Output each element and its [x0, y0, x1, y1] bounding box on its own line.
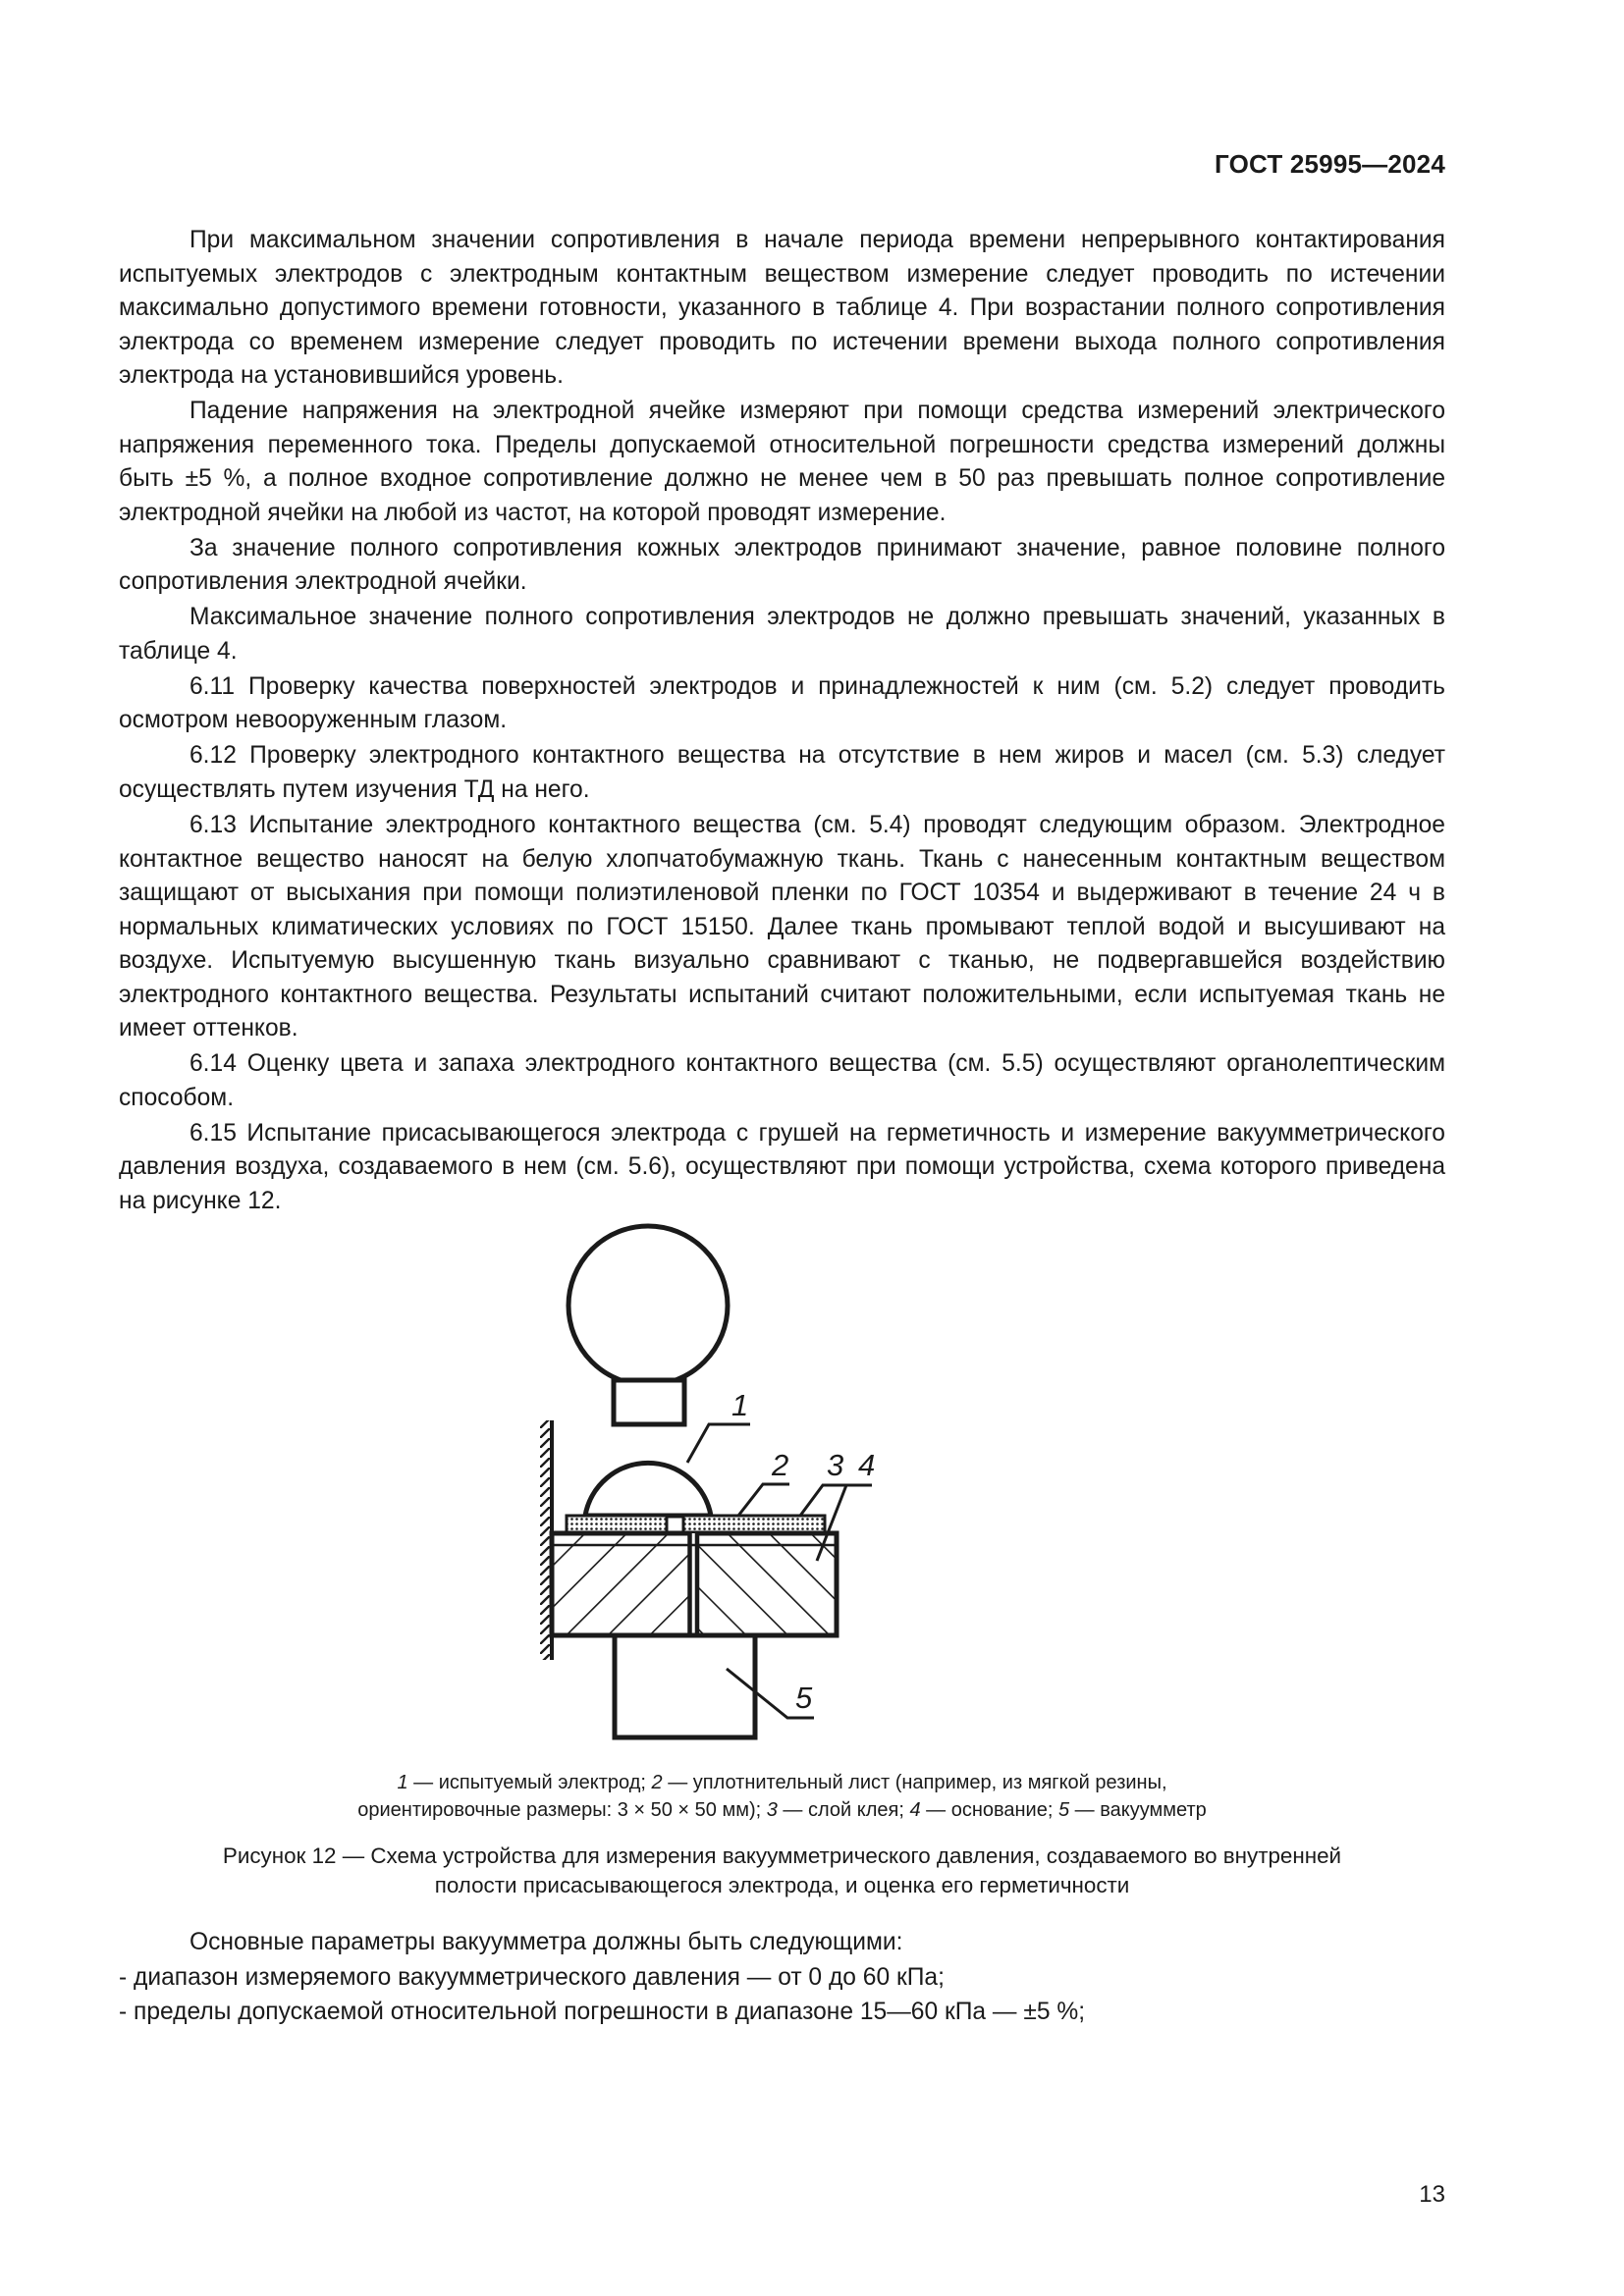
- legend-number: 4: [909, 1799, 921, 1821]
- legend-text: — испытуемый электрод;: [407, 1772, 652, 1793]
- paragraph: 6.15 Испытание присасывающегося электрода с грушей на герметичность и измерение вакуумметрического давления воздуха, создаваемого в нем (см. 5.6), осуществляют при помощи устройства, схема которого приведена на рисунке 12.: [119, 1119, 1445, 1214]
- figure-12-diagram: [530, 1212, 1041, 1750]
- list-item: - диапазон измеряемого вакуумметрического давления — от 0 до 60 кПа;: [119, 1963, 945, 1991]
- page-number: 13: [1419, 2181, 1445, 2208]
- caption-line: Рисунок 12 — Схема устройства для измерения вакуумметрического давления, создаваемого во внутренней: [222, 1843, 1342, 1868]
- callout-2: 2: [772, 1448, 789, 1482]
- legend-text: ориентировочные размеры: 3 × 50 × 50 мм);: [357, 1799, 767, 1821]
- legend-number: 2: [651, 1772, 663, 1793]
- electrode-dome: [585, 1463, 711, 1516]
- paragraph: 6.12 Проверку электродного контактного вещества на отсутствие в нем жиров и масел (см. 5.3) следует осуществлять путем изучения ТД на него.: [119, 742, 1445, 803]
- caption-line: полости присасывающегося электрода, и оценка его герметичности: [434, 1873, 1130, 1897]
- suction-bulb: [568, 1226, 728, 1424]
- legend-line: [119, 1796, 1445, 1824]
- document-header: ГОСТ 25995—2024: [1215, 149, 1445, 179]
- paragraph: Падение напряжения на электродной ячейке измеряют при помощи средства измерений электрического напряжения переменного тока. Пределы допускаемой относительной погрешности средства измерений должны быть ±5 %, а полное входное сопротивление должно не менее чем в 50 раз превышать полное сопротивление электродной ячейки на любой из частот, на которой проводят измерение.: [119, 398, 1445, 526]
- body-text: [119, 224, 1445, 1220]
- base-block: [552, 1533, 837, 1635]
- callout-3: 3: [827, 1448, 844, 1482]
- paragraph: 6.11 Проверку качества поверхностей электродов и принадлежностей к ним (см. 5.2) следует проводить осмотром невооруженным глазом.: [119, 672, 1445, 734]
- parameters-intro: Основные параметры вакуумметра должны быть следующими:: [189, 1929, 903, 1955]
- vacuum-meter: [615, 1635, 755, 1737]
- legend-text: — основание;: [920, 1799, 1058, 1821]
- legend-line: [119, 1769, 1445, 1796]
- paragraph: Максимальное значение полного сопротивления электродов не должно превышать значений, указанных в таблице 4.: [119, 604, 1445, 665]
- callout-5: 5: [795, 1681, 813, 1715]
- legend-number: 1: [397, 1772, 408, 1793]
- callout-4: 4: [858, 1448, 876, 1482]
- callout-1: 1: [731, 1388, 749, 1422]
- sealing-sheet: [567, 1516, 667, 1533]
- legend-text: — слой клея;: [777, 1799, 910, 1821]
- paragraph: При максимальном значении сопротивления в начале периода времени непрерывного контактирования испытуемых электродов с электродным контактным веществом измерение следует проводить по истечении максимально допустимого времени готовности, указанного в таблице 4. При возрастании полного сопротивления электрода со временем измерение следует проводить по истечении времени выхода полного сопротивления электрода на установившийся уровень.: [119, 227, 1445, 389]
- paragraph: 6.13 Испытание электродного контактного вещества (см. 5.4) проводят следующим образом. Электродное контактное вещество наносят на белую хлопчатобумажную ткань. Ткань с нанесенным контактным веществом защищают от высыхания при помощи полиэтиленовой пленки по ГОСТ 10354 и выдерживают в течение 24 ч в нормальных климатических условиях по ГОСТ 15150. Далее ткань промывают теплой водой и высушивают на воздухе. Испытуемую высушенную ткань визуально сравнивают с тканью, не подвергавшейся воздействию электродного контактного вещества. Результаты испытаний считают положительными, если испытуемая ткань не имеет оттенков.: [119, 812, 1445, 1042]
- legend-text: — уплотнительный лист (например, из мягкой резины,: [662, 1772, 1167, 1793]
- legend-number: 5: [1057, 1799, 1070, 1821]
- legend-number: 3: [766, 1799, 778, 1821]
- paragraph: 6.14 Оценку цвета и запаха электродного контактного вещества (см. 5.5) осуществляют органолептическим способом.: [119, 1050, 1445, 1111]
- figure-legend: [119, 1769, 1445, 1824]
- figure-caption: [119, 1842, 1445, 1900]
- list-item: - пределы допускаемой относительной погрешности в диапазоне 15—60 кПа — ±5 %;: [119, 1999, 1086, 2025]
- legend-text: — вакуумметр: [1069, 1799, 1207, 1821]
- parameters-section: [119, 1926, 1445, 2031]
- sealing-sheet: [683, 1516, 825, 1533]
- paragraph: За значение полного сопротивления кожных электродов принимают значение, равное половине полного сопротивления электродной ячейки.: [119, 534, 1445, 596]
